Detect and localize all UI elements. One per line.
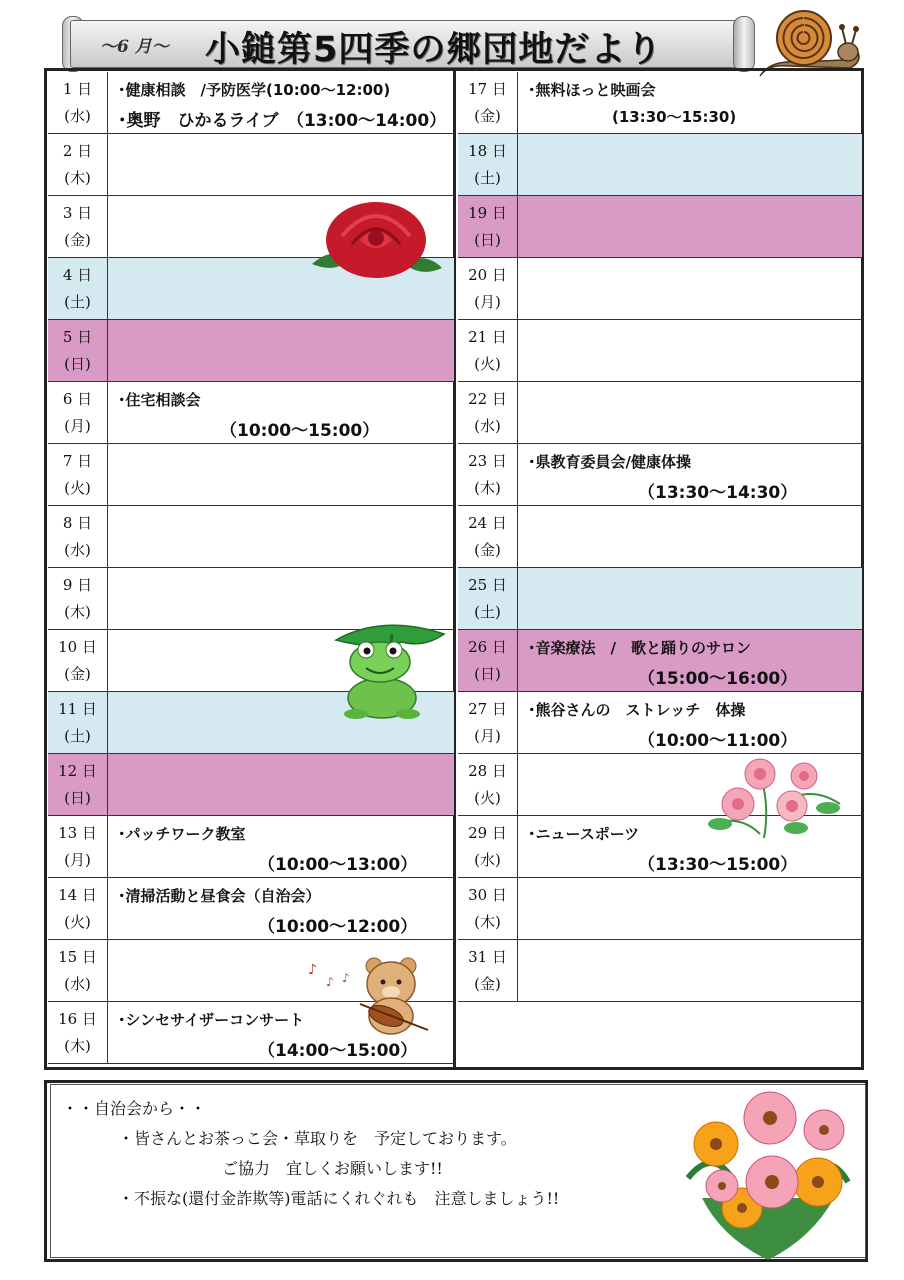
calendar-day-row (458, 506, 862, 568)
day-date: 25 日 (468, 576, 507, 594)
day-label (458, 134, 518, 195)
day-label (48, 506, 108, 567)
day-of-week: (金) (474, 541, 501, 559)
event-title: ･シンセサイザーコンサート (118, 1011, 305, 1029)
day-label (48, 444, 108, 505)
day-of-week: (日) (64, 789, 91, 807)
day-label (458, 382, 518, 443)
calendar-day-row (458, 940, 862, 1002)
calendar-day-row (48, 72, 454, 134)
day-label (458, 506, 518, 567)
day-date: 28 日 (468, 762, 507, 780)
calendar-day-row (458, 568, 862, 630)
day-date: 20 日 (468, 266, 507, 284)
event-entry (528, 444, 854, 505)
day-label (458, 816, 518, 877)
day-label (458, 692, 518, 753)
day-of-week: (水) (64, 975, 91, 993)
day-of-week: (金) (64, 665, 91, 683)
notice-line-3: ・不振な(還付金詐欺等)電話にくれぐれも 注意しましょう!! (118, 1189, 560, 1208)
day-date: 1 日 (62, 80, 93, 98)
calendar-day-row (458, 444, 862, 506)
day-of-week: (火) (64, 479, 91, 497)
day-of-week: (月) (64, 851, 91, 869)
day-date: 22 日 (468, 390, 507, 408)
day-label (48, 382, 108, 443)
svg-text:♪: ♪ (342, 971, 350, 985)
calendar-day-row (48, 878, 454, 940)
day-of-week: (水) (474, 417, 501, 435)
event-title: ･健康相談 /予防医学(10:00～12:00) (118, 81, 391, 99)
day-of-week: (金) (64, 231, 91, 249)
day-of-week: (水) (64, 541, 91, 559)
day-label (458, 630, 518, 691)
day-label (48, 816, 108, 877)
day-date: 10 日 (58, 638, 97, 656)
day-date: 27 日 (468, 700, 507, 718)
event-time: ･奥野 ひかるライブ （13:00～14:00） (118, 111, 447, 131)
event-entry (118, 382, 446, 443)
day-of-week: (月) (474, 293, 501, 311)
event-title: ･無料ほっと映画会 (528, 81, 656, 99)
event-time: （14:00～15:00） (258, 1041, 418, 1061)
day-of-week: (火) (474, 789, 501, 807)
calendar-day-row (458, 258, 862, 320)
day-date: 23 日 (468, 452, 507, 470)
day-date: 7 日 (62, 452, 93, 470)
day-date: 29 日 (468, 824, 507, 842)
day-date: 4 日 (62, 266, 93, 284)
day-date: 26 日 (468, 638, 507, 656)
day-date: 19 日 (468, 204, 507, 222)
pink-flowers-illustration (700, 744, 850, 848)
event-entry (118, 72, 446, 133)
day-label (458, 878, 518, 939)
day-label (458, 196, 518, 257)
calendar-day-row (48, 506, 454, 568)
bouquet-illustration (682, 1078, 854, 1264)
day-of-week: (木) (64, 1037, 91, 1055)
calendar-day-row (458, 134, 862, 196)
day-date: 8 日 (62, 514, 93, 532)
event-time: （13:30～14:30） (638, 483, 798, 503)
bear-violin-illustration (304, 950, 432, 1040)
svg-text:♪: ♪ (326, 975, 334, 989)
day-label (48, 1002, 108, 1063)
day-date: 15 日 (58, 948, 97, 966)
day-of-week: (土) (64, 293, 91, 311)
day-label (458, 444, 518, 505)
calendar-day-row (48, 444, 454, 506)
event-time: （15:00～16:00） (638, 669, 798, 689)
day-of-week: (月) (474, 727, 501, 745)
calendar-day-row (458, 320, 862, 382)
event-title: ･パッチワーク教室 (118, 825, 246, 843)
day-of-week: (土) (474, 169, 501, 187)
day-label (48, 134, 108, 195)
day-of-week: (日) (474, 231, 501, 249)
calendar-day-row (458, 630, 862, 692)
day-date: 31 日 (468, 948, 507, 966)
day-date: 3 日 (62, 204, 93, 222)
event-title: ･県教育委員会/健康体操 (528, 453, 691, 471)
day-label (48, 754, 108, 815)
day-date: 30 日 (468, 886, 507, 904)
event-title: ･音楽療法 / 歌と踊りのサロン (528, 639, 751, 657)
day-label (48, 72, 108, 133)
day-label (48, 940, 108, 1001)
day-of-week: (日) (474, 665, 501, 683)
day-label (48, 196, 108, 257)
day-date: 5 日 (62, 328, 93, 346)
calendar-day-row (458, 382, 862, 444)
day-label (458, 258, 518, 319)
calendar-day-row (48, 134, 454, 196)
calendar-right-column (458, 72, 862, 1002)
day-date: 24 日 (468, 514, 507, 532)
banner-scroll-right (733, 16, 755, 72)
day-date: 13 日 (58, 824, 97, 842)
day-of-week: (木) (64, 603, 91, 621)
event-entry (528, 630, 854, 691)
event-entry (118, 816, 446, 877)
event-time: （10:00～15:00） (220, 421, 380, 441)
page-title: 小鎚第5四季の郷団地だより (205, 30, 663, 70)
day-date: 21 日 (468, 328, 507, 346)
day-of-week: (金) (474, 107, 501, 125)
day-label (48, 320, 108, 381)
day-date: 18 日 (468, 142, 507, 160)
day-label (458, 72, 518, 133)
header-month: ～6 月～ (100, 37, 169, 57)
calendar-day-row (458, 878, 862, 940)
day-of-week: (木) (64, 169, 91, 187)
day-of-week: (水) (64, 107, 91, 125)
day-of-week: (月) (64, 417, 91, 435)
calendar-day-row (48, 754, 454, 816)
day-of-week: (水) (474, 851, 501, 869)
event-title: ･ニュースポーツ (528, 825, 640, 843)
day-date: 17 日 (468, 80, 507, 98)
day-of-week: (土) (64, 727, 91, 745)
day-date: 12 日 (58, 762, 97, 780)
day-label (48, 630, 108, 691)
day-date: 14 日 (58, 886, 97, 904)
event-time: （10:00～12:00） (258, 917, 418, 937)
day-of-week: (火) (64, 913, 91, 931)
event-time: （10:00～13:00） (258, 855, 418, 875)
day-of-week: (日) (64, 355, 91, 373)
day-label (458, 940, 518, 1001)
notice-line-2: ご協力 宜しくお願いします!! (222, 1159, 443, 1178)
day-label (48, 568, 108, 629)
event-time: （10:00～11:00） (638, 731, 798, 751)
day-label (458, 320, 518, 381)
rose-illustration (302, 196, 450, 284)
day-date: 9 日 (62, 576, 93, 594)
day-of-week: (火) (474, 355, 501, 373)
calendar-day-row (48, 320, 454, 382)
frog-illustration (332, 620, 450, 720)
event-title: ･住宅相談会 (118, 391, 201, 409)
calendar-day-row (48, 382, 454, 444)
day-of-week: (金) (474, 975, 501, 993)
calendar-day-row (458, 196, 862, 258)
calendar-day-row (48, 816, 454, 878)
event-time: （13:30～15:00） (638, 855, 798, 875)
day-date: 6 日 (62, 390, 93, 408)
day-date: 2 日 (62, 142, 93, 160)
event-title: ･熊谷さんの ストレッチ 体操 (528, 701, 746, 719)
calendar-day-row (458, 72, 862, 134)
day-of-week: (土) (474, 603, 501, 621)
day-date: 16 日 (58, 1010, 97, 1028)
event-entry (528, 72, 854, 133)
day-label (458, 754, 518, 815)
svg-text:♪: ♪ (308, 962, 317, 978)
day-date: 11 日 (58, 700, 97, 718)
event-time: (13:30～15:30) (612, 108, 737, 126)
day-of-week: (木) (474, 913, 501, 931)
day-label (48, 692, 108, 753)
event-entry (118, 878, 446, 939)
day-of-week: (木) (474, 479, 501, 497)
day-label (48, 878, 108, 939)
notice-heading: ・・自治会から・・ (62, 1099, 207, 1118)
event-title: ･清掃活動と昼食会（自治会） (118, 887, 321, 905)
notice-line-1: ・皆さんとお茶っこ会・草取りを 予定しております。 (118, 1129, 517, 1148)
day-label (48, 258, 108, 319)
day-label (458, 568, 518, 629)
